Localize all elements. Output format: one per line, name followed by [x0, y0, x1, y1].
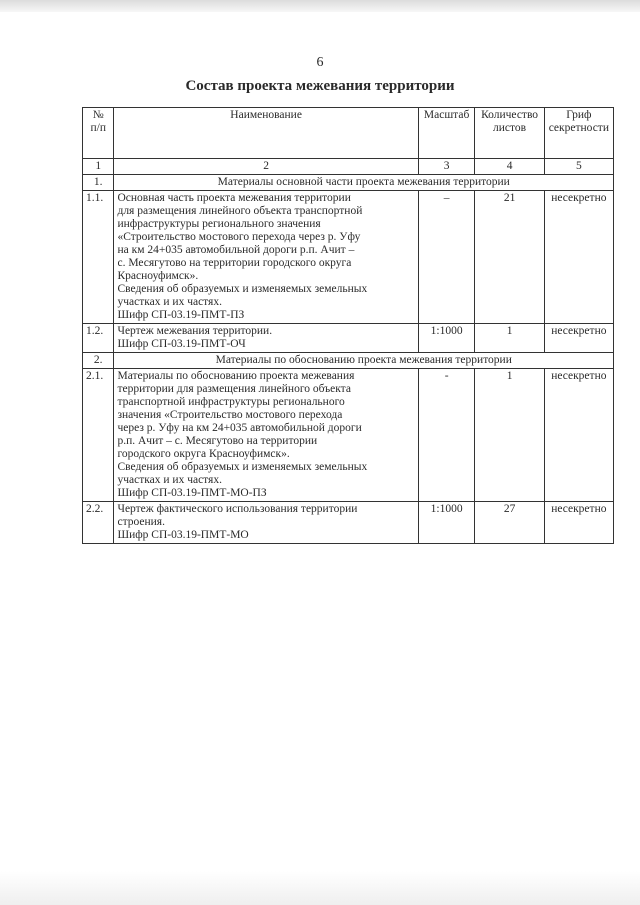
row-name-line: р.п. Ачит – с. Месягутово на территории	[117, 435, 318, 447]
table-row	[83, 502, 614, 544]
row-name-line: транспортной инфраструктуры регионального	[117, 396, 345, 408]
index-cell: 4	[475, 159, 544, 175]
row-name-line: Чертеж фактического использования территории	[117, 503, 358, 515]
row-name-line: значения «Строительство мостового перехода	[117, 409, 343, 421]
row-qty: 21	[475, 191, 544, 324]
index-cell: 3	[418, 159, 475, 175]
composition-table	[82, 107, 614, 544]
row-name-line: Сведения об образуемых и изменяемых земельных	[117, 283, 368, 295]
row-name-line: Чертеж межевания территории.	[117, 325, 273, 337]
header-grif-line2: секретности	[548, 122, 609, 134]
header-qty	[475, 108, 544, 159]
header-qty-line2: листов	[493, 122, 527, 134]
index-cell: 5	[544, 159, 613, 175]
row-name-line: для размещения линейного объекта транспортной	[117, 205, 363, 217]
section-number: 2.	[83, 353, 114, 369]
row-name-line: «Строительство мостового перехода через р. Уфу	[117, 231, 361, 243]
scan-top-edge	[0, 0, 640, 12]
index-row	[83, 159, 614, 175]
row-scale: -	[418, 369, 475, 502]
row-name-line: территории для размещения линейного объекта	[117, 383, 351, 395]
row-name-line: Основная часть проекта межевания территории	[117, 192, 351, 204]
index-cell: 1	[83, 159, 114, 175]
document-title: Состав проекта межевания территории	[185, 78, 455, 94]
row-number: 2.2.	[83, 502, 114, 544]
table-row	[83, 324, 614, 353]
row-name-line: Шифр СП-03.19-ПМТ-ОЧ	[117, 338, 246, 350]
row-name-line: Шифр СП-03.19-ПМТ-МО-ПЗ	[117, 487, 267, 499]
row-number: 2.1.	[83, 369, 114, 502]
header-grif	[544, 108, 613, 159]
header-grif-line1: Гриф	[566, 109, 592, 121]
row-name-line: строения.	[117, 516, 165, 528]
header-scale	[418, 108, 475, 159]
table-row	[83, 369, 614, 502]
row-name-line: Красноуфимск».	[117, 270, 199, 282]
row-grif: несекретно	[544, 369, 613, 502]
header-qty-line1: Количество	[481, 109, 539, 121]
row-name-line: участках и их частях.	[117, 474, 222, 486]
row-grif: несекретно	[544, 191, 613, 324]
row-name-line: участках и их частях.	[117, 296, 222, 308]
row-grif: несекретно	[544, 324, 613, 353]
scan-bottom-edge	[0, 871, 640, 905]
row-name	[114, 502, 418, 544]
header-name	[114, 108, 418, 159]
row-name-line: городского округа Красноуфимск».	[117, 448, 290, 460]
row-name	[114, 369, 418, 502]
row-scale: 1:1000	[418, 502, 475, 544]
section-title: Материалы по обоснованию проекта межевания территории	[114, 353, 614, 369]
header-num	[83, 108, 114, 159]
row-name-line: Шифр СП-03.19-ПМТ-ПЗ	[117, 309, 245, 321]
row-qty: 27	[475, 502, 544, 544]
header-row	[83, 108, 614, 159]
row-name-line: на км 24+035 автомобильной дороги р.п. Ачит –	[117, 244, 355, 256]
header-num-line2: п/п	[90, 122, 106, 134]
row-number: 1.1.	[83, 191, 114, 324]
row-scale: 1:1000	[418, 324, 475, 353]
row-scale: –	[418, 191, 475, 324]
table-row	[83, 191, 614, 324]
row-qty: 1	[475, 324, 544, 353]
row-name-line: инфраструктуры регионального значения	[117, 218, 321, 230]
row-name	[114, 324, 418, 353]
row-name-line: Шифр СП-03.19-ПМТ-МО	[117, 529, 249, 541]
row-name	[114, 191, 418, 324]
row-name-line: с. Месягутово на территории городского округа	[117, 257, 352, 269]
section-row	[83, 353, 614, 369]
page-number: 6	[316, 55, 324, 70]
header-num-line1: №	[92, 109, 104, 121]
row-name-line: Сведения об образуемых и изменяемых земельных	[117, 461, 368, 473]
section-title: Материалы основной части проекта межевания территории	[114, 175, 614, 191]
header-scale-label: Масштаб	[423, 109, 470, 121]
row-name-line: Материалы по обоснованию проекта межевания	[117, 370, 355, 382]
row-number: 1.2.	[83, 324, 114, 353]
row-grif: несекретно	[544, 502, 613, 544]
row-name-line: через р. Уфу на км 24+035 автомобильной дороги	[117, 422, 362, 434]
section-number: 1.	[83, 175, 114, 191]
section-row	[83, 175, 614, 191]
row-qty: 1	[475, 369, 544, 502]
table-body	[83, 159, 614, 544]
header-name-label: Наименование	[230, 109, 302, 121]
index-cell: 2	[114, 159, 418, 175]
